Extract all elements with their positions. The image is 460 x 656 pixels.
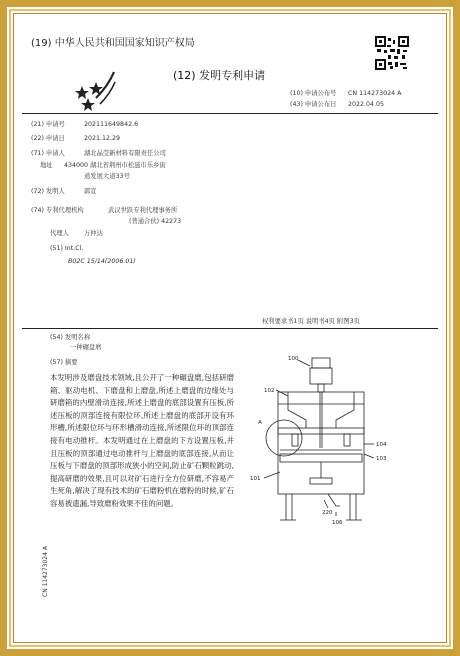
address-line1: 434000 湖北省荆州市松滋市乐乡街 <box>64 162 166 169</box>
detail-circle-a <box>266 420 302 456</box>
lower-disc <box>280 454 362 462</box>
office-name: (19) 中华人民共和国国家知识产权局 <box>31 38 195 49</box>
cnipa-logo <box>74 68 116 112</box>
patent-page <box>22 22 438 634</box>
agent-label: 代理人 <box>50 230 69 237</box>
drive-motor <box>310 368 332 384</box>
inventor: 郭宣 <box>84 188 97 195</box>
pub-date-label: (43) 申请公布日 <box>290 101 337 108</box>
inventor-label: (72) 发明人 <box>31 188 65 195</box>
applicant-label: (71) 申请人 <box>31 150 65 157</box>
filing-date: 2021.12.29 <box>84 135 121 142</box>
agency-line1: 武汉世跃专利代理事务所 <box>108 207 178 214</box>
label-106: 106 <box>332 520 343 526</box>
invention-title: 一种碾盘磨 <box>70 344 102 351</box>
intcl-label: (51) Int.Cl. <box>50 245 84 252</box>
upper-disc <box>278 428 364 434</box>
grinding-box <box>278 392 364 494</box>
filing-date-label: (22) 申请日 <box>31 135 65 142</box>
abstract-label: (57) 摘要 <box>50 359 78 366</box>
invention-title-label: (54) 发明名称 <box>50 334 91 341</box>
label-220: 220 <box>322 510 333 516</box>
page-counts: 权利要求书1页 说明书4页 附图3页 <box>262 318 360 325</box>
label-104: 104 <box>376 442 387 448</box>
intcl: B02C 15/14(2006.01) <box>68 258 136 265</box>
abstract-drawing <box>236 352 436 527</box>
label-101: 101 <box>250 476 261 482</box>
app-no-label: (21) 申请号 <box>31 121 65 128</box>
document-type: (12) 发明专利申请 <box>173 69 266 82</box>
abstract-text: 本发明涉及磨盘技术领域,且公开了一种碾盘磨,包括研磨箱、驱动电机、下磨盘和上磨盘,所述上磨盘的边缘处与研磨箱的内壁滑动连接,所述上磨盘的底部设置有压板,所述压板的顶部连接有限位环,所述上磨盘的底部开设有环形槽,所述限位环与环形槽滑动连接,所述限位环的顶部连接有电动推杆。本发明通过在上磨盘的下方设置压板,并且压板的顶部通过电动推杆与上磨盘的底部连接,从而让压板与下磨盘的顶部形成狭小的空间,防止矿石颗粒跳动,提高研磨的效果,且可以对矿石进行全方位研磨,不容易产生死角,解决了现有技术的矿石磨粉机在磨粉的时候,矿石容易被遗漏,导致磨粉效果不佳的问题。 <box>50 373 234 508</box>
address-line2: 道发展大道33号 <box>84 173 130 180</box>
pub-no: CN 114273024 A <box>348 90 402 97</box>
label-a: A <box>258 420 262 426</box>
side-publication-no: CN 114273024 A <box>42 546 49 597</box>
label-100: 100 <box>288 356 299 362</box>
motor-top <box>312 358 330 368</box>
header-rule <box>22 113 438 114</box>
agency-label: (74) 专利代理机构 <box>31 207 84 214</box>
label-102: 102 <box>264 388 275 394</box>
address-label: 地址 <box>40 162 53 169</box>
pub-date: 2022.04.05 <box>348 101 385 108</box>
biblio-rule <box>22 328 438 329</box>
agency-line2: (普通合伙) 42273 <box>129 218 182 225</box>
pub-no-label: (10) 申请公布号 <box>290 90 337 97</box>
applicant: 湖北晶莹新材料有限责任公司 <box>84 150 166 157</box>
agent: 万仲达 <box>84 230 103 237</box>
label-103: 103 <box>376 456 387 462</box>
app-no: 202111649842.6 <box>84 121 139 128</box>
qr-code <box>375 36 409 70</box>
